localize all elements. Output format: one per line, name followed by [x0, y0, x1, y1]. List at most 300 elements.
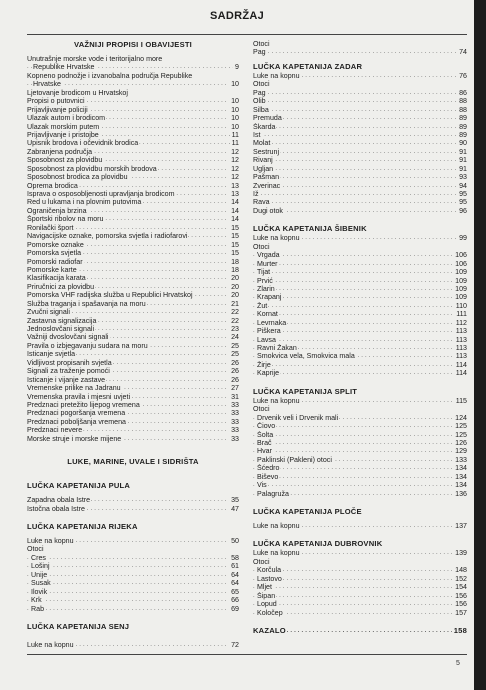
page-edge-shadow — [474, 0, 486, 690]
toc-entry-title: Luke na kopnu — [253, 549, 300, 558]
toc-entry[interactable] — [253, 414, 467, 422]
toc-entry[interactable] — [253, 302, 467, 310]
toc-entry-page: 69 — [231, 604, 239, 613]
toc-entry-title: Brač — [257, 438, 272, 447]
toc-entry[interactable] — [253, 285, 467, 293]
toc-entry-title: Zabranjena područja — [27, 147, 93, 156]
toc-entry-page: 114 — [455, 369, 467, 378]
toc-entry[interactable] — [253, 165, 467, 173]
toc-entry-page: 47 — [231, 504, 239, 513]
toc-entry-page: 110 — [455, 301, 467, 310]
toc-entry[interactable] — [253, 592, 467, 600]
toc-entry[interactable] — [253, 600, 467, 608]
toc-entry-title: Morske struje i morske mijene — [27, 434, 122, 443]
toc-entry-title: Smokvica vela, Smokvica mala — [257, 352, 355, 361]
toc-entry-title: Kaprije — [257, 369, 280, 378]
toc-entry[interactable] — [253, 260, 467, 268]
toc-entry[interactable] — [27, 266, 239, 274]
toc-entry-page: 113 — [455, 344, 467, 352]
toc-entry-page: 33 — [231, 434, 239, 443]
toc-entry[interactable] — [27, 537, 239, 545]
toc-entry[interactable] — [253, 361, 467, 369]
toc-entry-title: Predznaci pretežito lijepog vremena — [27, 400, 140, 409]
toc-entry[interactable] — [253, 481, 467, 489]
toc-entry-page: 154 — [455, 583, 467, 592]
toc-entry-page: 20 — [231, 282, 239, 291]
toc-entry[interactable] — [27, 274, 239, 282]
toc-list-rijeka — [27, 537, 239, 613]
toc-entry[interactable] — [27, 554, 239, 562]
toc-entry-title: Krapanj — [257, 293, 282, 302]
toc-entry[interactable] — [27, 393, 239, 401]
toc-entry[interactable] — [253, 182, 467, 190]
toc-entry[interactable] — [27, 376, 239, 384]
toc-entry[interactable] — [27, 605, 239, 613]
toc-entry-title: Luke na kopnu — [253, 522, 300, 530]
toc-entry[interactable] — [27, 291, 239, 299]
toc-entry-title: Rava — [253, 198, 270, 207]
toc-entry-page: 14 — [231, 206, 239, 215]
toc-entry[interactable] — [27, 505, 239, 513]
toc-entry[interactable] — [27, 409, 239, 417]
toc-entry-page: 61 — [231, 562, 239, 571]
toc-entry[interactable] — [253, 234, 467, 242]
toc-entry[interactable] — [27, 571, 239, 579]
toc-list-senj — [27, 641, 239, 649]
toc-right-column — [253, 40, 467, 636]
toc-entry-page: 136 — [455, 489, 467, 498]
toc-entry-page: 89 — [459, 114, 467, 123]
title-rule — [27, 34, 467, 35]
toc-entry-title: Vrgada — [257, 251, 280, 260]
toc-entry[interactable] — [253, 473, 467, 481]
toc-entry[interactable] — [27, 148, 239, 156]
toc-entry-title: Predznaci poboljšanja vremena — [27, 417, 126, 426]
toc-entry-title: Otoci — [253, 557, 270, 566]
toc-entry-title: Zlarin — [257, 284, 275, 293]
kazalo-page: 158 — [453, 625, 467, 635]
toc-entry[interactable] — [27, 308, 239, 316]
toc-entry-title: Otoci — [27, 545, 44, 554]
toc-entry-title: Hvar — [257, 447, 272, 456]
toc-entry[interactable] — [27, 190, 239, 198]
toc-entry[interactable] — [253, 369, 467, 377]
toc-entry-page: 10 — [231, 97, 239, 106]
toc-entry[interactable] — [27, 325, 239, 333]
toc-entry[interactable] — [27, 182, 239, 190]
toc-entry-title: Lopud — [257, 600, 277, 609]
toc-entry[interactable] — [27, 384, 239, 392]
section-heading-regulations: VAŽNIJI PROPISI I OBAVIJESTI — [74, 40, 192, 49]
toc-entry-title: Silba — [253, 105, 269, 114]
toc-entry-page: 156 — [455, 591, 467, 600]
toc-entry-title: Šolta — [257, 430, 274, 439]
toc-entry-title: Unije — [31, 570, 48, 579]
toc-entry-title: Zapadna obala Istre — [27, 496, 91, 505]
toc-entry[interactable] — [27, 224, 239, 232]
toc-entry-page: 15 — [231, 249, 239, 258]
toc-entry-title: Paklinski (Pakleni) otoci — [257, 455, 332, 464]
toc-entry[interactable] — [27, 72, 239, 80]
toc-list-pula — [27, 496, 239, 513]
section-heading-ports: LUKE, MARINE, UVALE I SIDRIŠTA — [67, 457, 199, 467]
toc-entry[interactable] — [27, 350, 239, 358]
heading-kapetanija-split: LUČKA KAPETANIJA SPLIT — [253, 386, 358, 396]
toc-entry[interactable] — [253, 464, 467, 472]
toc-entry[interactable] — [253, 575, 467, 583]
toc-entry-page: 126 — [455, 438, 467, 447]
page-number: 5 — [456, 660, 460, 667]
toc-entry-title: Rivanj — [253, 156, 273, 165]
toc-entry-page: 91 — [459, 147, 467, 156]
toc-entry[interactable] — [27, 283, 239, 291]
heading-kapetanija-senj: LUČKA KAPETANIJA SENJ — [27, 621, 130, 631]
toc-entry[interactable] — [27, 123, 239, 131]
toc-entry-page: 31 — [231, 392, 239, 401]
toc-entry-page: 18 — [231, 257, 239, 266]
toc-entry[interactable] — [253, 609, 467, 617]
toc-entry-title: Priručnici za plovidbu — [27, 282, 95, 291]
toc-entry[interactable] — [27, 435, 239, 443]
toc-entry-title: Signali za traženje pomoći — [27, 367, 110, 376]
toc-entry[interactable] — [27, 198, 239, 206]
toc-entry-page: 15 — [231, 223, 239, 232]
toc-entry-title: Republike Hrvatske — [33, 63, 95, 72]
toc-entry[interactable] — [27, 300, 239, 308]
toc-list-senj-islands — [253, 40, 467, 57]
toc-entry-title: Navigacijske oznake, pomorska svjetla i radiofarovi — [27, 232, 188, 241]
toc-entry[interactable] — [253, 277, 467, 285]
heading-kapetanija-sibenik: LUČKA KAPETANIJA ŠIBENIK — [253, 224, 367, 234]
toc-entry-page: 22 — [231, 316, 239, 325]
toc-entry[interactable] — [27, 641, 239, 649]
toc-entry[interactable] — [253, 268, 467, 276]
toc-entry-page: 64 — [231, 579, 239, 588]
toc-entry[interactable] — [27, 258, 239, 266]
toc-entry-title: Zastavna signalizacija — [27, 316, 97, 325]
toc-entry[interactable] — [253, 566, 467, 574]
toc-entry[interactable] — [253, 422, 467, 430]
toc-entry-title: Šćedro — [257, 464, 280, 473]
toc-entry-title: Premuda — [253, 114, 282, 123]
toc-entry-title: Lošinj — [31, 562, 50, 571]
toc-entry[interactable] — [253, 336, 467, 344]
toc-entry-title: Ronilački šport — [27, 223, 74, 232]
toc-entry-page: 157 — [455, 608, 467, 617]
toc-entry-page: 125 — [455, 430, 467, 439]
toc-entry-title: Prijavljivanje policiji — [27, 105, 88, 114]
toc-entry-page: 12 — [231, 147, 239, 156]
toc-left-column — [27, 40, 239, 649]
toc-entry-page: 13 — [231, 181, 239, 190]
toc-entry-title: Hrvatske — [33, 80, 61, 89]
toc-entry-page: 113 — [455, 352, 467, 361]
toc-entry[interactable] — [253, 148, 467, 156]
toc-entry-page: 109 — [455, 276, 467, 285]
toc-entry[interactable] — [27, 249, 239, 257]
toc-entry-page: 148 — [455, 566, 467, 575]
toc-entry-title: Isticanje i vijanje zastave — [27, 375, 106, 384]
toc-entry-page: 109 — [455, 293, 467, 302]
toc-entry[interactable] — [27, 106, 239, 114]
toc-entry-title: Drvenik veli i Drvenik mali — [257, 413, 339, 422]
toc-entry-page: 9 — [235, 63, 239, 72]
toc-entry-page: 25 — [231, 341, 239, 350]
toc-entry[interactable] — [253, 190, 467, 198]
toc-entry[interactable] — [253, 97, 467, 105]
toc-entry-page: 86 — [459, 88, 467, 97]
toc-entry[interactable] — [253, 251, 467, 259]
toc-entry[interactable] — [27, 545, 239, 553]
toc-entry[interactable] — [253, 522, 467, 530]
toc-entry[interactable] — [27, 342, 239, 350]
heading-kapetanija-rijeka: LUČKA KAPETANIJA RIJEKA — [27, 522, 138, 531]
toc-entry[interactable] — [27, 114, 239, 122]
toc-entry[interactable] — [27, 426, 239, 434]
toc-entry-title: Vidljivost propisanih svjetla — [27, 358, 112, 367]
heading-kapetanija-ploce: LUČKA KAPETANIJA PLOČE — [253, 507, 362, 516]
toc-entry-page: 22 — [231, 308, 239, 317]
toc-entry-title: Otoci — [253, 40, 270, 48]
toc-entry[interactable] — [27, 241, 239, 249]
toc-entry-page: 137 — [455, 522, 467, 530]
toc-entry-title: Šipan — [257, 591, 276, 600]
toc-entry-page: 24 — [231, 333, 239, 342]
toc-entry-page: 64 — [231, 570, 239, 579]
toc-entry[interactable] — [27, 496, 239, 504]
toc-entry[interactable] — [253, 89, 467, 97]
toc-entry-page: 14 — [231, 215, 239, 224]
toc-entry[interactable] — [27, 55, 239, 63]
toc-list-zadar — [253, 72, 467, 215]
toc-entry-page: 10 — [231, 80, 239, 89]
toc-entry[interactable] — [253, 123, 467, 131]
heading-kapetanija-zadar: LUČKA KAPETANIJA ZADAR — [253, 61, 363, 71]
toc-entry-page: 12 — [231, 164, 239, 173]
toc-entry-page: 13 — [231, 190, 239, 198]
page-title: SADRŽAJ — [209, 10, 265, 22]
toc-entry-page: 114 — [455, 360, 467, 369]
toc-entry-page: 94 — [459, 181, 467, 190]
toc-entry-title: Unutrašnje morske vode i teritorijalno more — [27, 55, 163, 63]
toc-entry-page: 26 — [231, 358, 239, 367]
kazalo-label: KAZALO — [253, 625, 286, 635]
toc-entry-title: Žut — [257, 301, 268, 310]
toc-entry-title: Pomorska svjetla — [27, 249, 82, 258]
toc-entry[interactable] — [253, 156, 467, 164]
toc-entry-title: Korčula — [257, 566, 282, 575]
toc-entry[interactable] — [27, 207, 239, 215]
toc-entry-title: Lastovo — [257, 574, 282, 583]
toc-entry[interactable] — [253, 293, 467, 301]
toc-entry[interactable] — [253, 344, 467, 352]
toc-entry-title: Upisnik brodova i očevidnik brodica — [27, 139, 139, 148]
toc-entry[interactable] — [27, 139, 239, 147]
toc-entry-title: Čiovo — [257, 422, 276, 431]
toc-entry-title: Murter — [257, 259, 278, 268]
toc-entry[interactable] — [27, 215, 239, 223]
toc-entry-title: Predznaci pogoršanja vremena — [27, 409, 126, 418]
toc-entry[interactable] — [253, 72, 467, 80]
toc-entry-title: Škarda — [253, 122, 276, 131]
toc-entry-page: 124 — [455, 413, 467, 422]
toc-entry-title: Prijavljivanje i pristojbe — [27, 130, 99, 139]
toc-entry-page: 65 — [231, 587, 239, 596]
toc-entry[interactable] — [27, 562, 239, 570]
toc-entry-title: Oprema brodica — [27, 181, 78, 190]
toc-entry[interactable] — [253, 243, 467, 251]
toc-entry[interactable] — [253, 558, 467, 566]
kazalo-entry[interactable] — [253, 626, 467, 636]
toc-entry-title: Klasifikacija karata — [27, 274, 86, 283]
toc-list-split — [253, 397, 467, 498]
toc-entry-title: Sposobnost za plovidbu — [27, 156, 103, 165]
toc-entry[interactable] — [253, 40, 467, 48]
toc-list-ploce — [253, 522, 467, 530]
toc-entry-page: 25 — [231, 350, 239, 359]
toc-entry-page: 115 — [455, 396, 467, 405]
toc-entry-title: Kornat — [257, 310, 278, 319]
toc-entry-title: Pomorske karte — [27, 265, 77, 274]
toc-entry-title: Sposobnost za plovidbu morskih brodova — [27, 164, 157, 173]
toc-entry-page: 74 — [459, 48, 467, 57]
toc-entry[interactable] — [253, 447, 467, 455]
toc-entry[interactable] — [27, 367, 239, 375]
toc-entry-title: Žirje — [257, 360, 271, 369]
toc-entry[interactable] — [27, 359, 239, 367]
toc-entry[interactable] — [27, 173, 239, 181]
toc-entry-page: 93 — [459, 173, 467, 182]
toc-entry-title: Prvić — [257, 276, 273, 285]
toc-entry-title: Luke na kopnu — [253, 396, 300, 405]
toc-entry-title: Pomorski radiofar — [27, 257, 83, 266]
toc-entry-title: Ulazak morskim putem — [27, 122, 100, 131]
toc-entry-page: 134 — [455, 481, 467, 490]
toc-entry[interactable] — [253, 198, 467, 206]
toc-entry-page: 12 — [231, 173, 239, 182]
toc-entry[interactable] — [253, 405, 467, 413]
toc-entry-title: Jednoslovčani signali — [27, 325, 95, 333]
toc-entry-title: Vis — [257, 481, 267, 490]
toc-entry-page: 156 — [455, 600, 467, 609]
toc-entry-page: 10 — [231, 122, 239, 131]
toc-entry-title: Koločep — [257, 608, 283, 617]
toc-entry-page: 88 — [459, 105, 467, 114]
toc-entry[interactable] — [253, 490, 467, 498]
toc-entry-title: Otoci — [253, 80, 270, 89]
heading-kapetanija-pula: LUČKA KAPETANIJA PULA — [27, 481, 131, 491]
toc-entry[interactable] — [253, 173, 467, 181]
toc-entry[interactable] — [253, 48, 467, 56]
toc-entry[interactable] — [27, 156, 239, 164]
toc-entry[interactable] — [253, 549, 467, 557]
toc-entry[interactable] — [27, 333, 239, 341]
toc-entry-page: 111 — [456, 310, 467, 319]
toc-entry[interactable] — [253, 319, 467, 327]
toc-entry-page: 96 — [459, 206, 467, 215]
toc-entry-page: 113 — [455, 335, 467, 344]
toc-entry[interactable] — [253, 397, 467, 405]
toc-entry-title: Pašman — [253, 173, 280, 182]
toc-entry[interactable] — [253, 439, 467, 447]
toc-entry-page: 89 — [459, 130, 467, 139]
toc-entry[interactable] — [253, 139, 467, 147]
toc-entry[interactable] — [27, 317, 239, 325]
toc-entry[interactable] — [27, 63, 239, 71]
toc-entry[interactable] — [253, 131, 467, 139]
toc-entry-title: Rab — [31, 604, 45, 613]
toc-entry[interactable] — [27, 80, 239, 88]
toc-entry[interactable] — [253, 583, 467, 591]
toc-entry-page: 112 — [455, 318, 467, 327]
toc-entry-page: 139 — [455, 549, 467, 558]
toc-entry[interactable] — [253, 310, 467, 318]
toc-entry[interactable] — [253, 456, 467, 464]
toc-entry-title: Luke na kopnu — [27, 640, 74, 649]
toc-entry-title: Isticanje svjetla — [27, 350, 76, 359]
toc-entry[interactable] — [253, 106, 467, 114]
toc-entry-page: 10 — [231, 105, 239, 114]
toc-entry-title: Vremenska pravila i mjesni uvjeti — [27, 392, 131, 401]
toc-entry-page: 33 — [231, 400, 239, 409]
toc-entry-page: 66 — [231, 596, 239, 605]
toc-entry-page: 106 — [455, 259, 467, 268]
toc-entry[interactable] — [27, 418, 239, 426]
toc-list-sibenik — [253, 234, 467, 377]
toc-entry[interactable] — [253, 431, 467, 439]
toc-entry[interactable] — [253, 80, 467, 88]
toc-entry-page: 35 — [231, 496, 239, 505]
toc-entry[interactable] — [27, 89, 239, 97]
toc-entry-title: Ist — [253, 130, 261, 139]
toc-list-dubrovnik — [253, 549, 467, 617]
toc-entry[interactable] — [253, 352, 467, 360]
toc-entry[interactable] — [27, 401, 239, 409]
toc-entry[interactable] — [27, 165, 239, 173]
toc-entry[interactable] — [27, 232, 239, 240]
toc-entry-page: 95 — [459, 190, 467, 198]
toc-entry-title: Zvučni signali — [27, 308, 70, 317]
toc-entry-page: 11 — [231, 139, 239, 148]
toc-entry-title: Isprava o osposobljenosti upravljanja brodicom — [27, 190, 175, 198]
toc-entry-page: 23 — [231, 325, 239, 333]
toc-entry-title: Iž — [253, 190, 259, 198]
toc-entry[interactable] — [253, 207, 467, 215]
toc-entry[interactable] — [27, 131, 239, 139]
toc-entry[interactable] — [27, 588, 239, 596]
toc-entry-page: 72 — [231, 640, 239, 649]
toc-entry-page: 26 — [231, 375, 239, 384]
toc-entry[interactable] — [253, 114, 467, 122]
toc-entry-title: Predznaci nevere — [27, 426, 83, 435]
toc-entry-page: 89 — [459, 122, 467, 131]
toc-entry[interactable] — [27, 596, 239, 604]
toc-entry-title: Ulazak autom i brodicom — [27, 114, 106, 123]
toc-entry-title: Pravila o izbjegavanju sudara na moru — [27, 341, 148, 350]
toc-entry-page: 10 — [231, 114, 239, 123]
toc-entry-title: Luke na kopnu — [27, 537, 74, 545]
toc-entry-title: Pomorske oznake — [27, 240, 84, 249]
toc-list-regulations — [27, 55, 239, 443]
toc-entry-page: 27 — [231, 384, 239, 393]
toc-entry-page: 134 — [455, 472, 467, 481]
toc-entry[interactable] — [27, 97, 239, 105]
toc-entry-title: Luke na kopnu — [253, 234, 300, 243]
toc-entry-title: Biševo — [257, 472, 279, 481]
toc-entry[interactable] — [27, 579, 239, 587]
toc-entry[interactable] — [253, 327, 467, 335]
toc-entry-title: Ravni Žakan — [257, 344, 297, 352]
